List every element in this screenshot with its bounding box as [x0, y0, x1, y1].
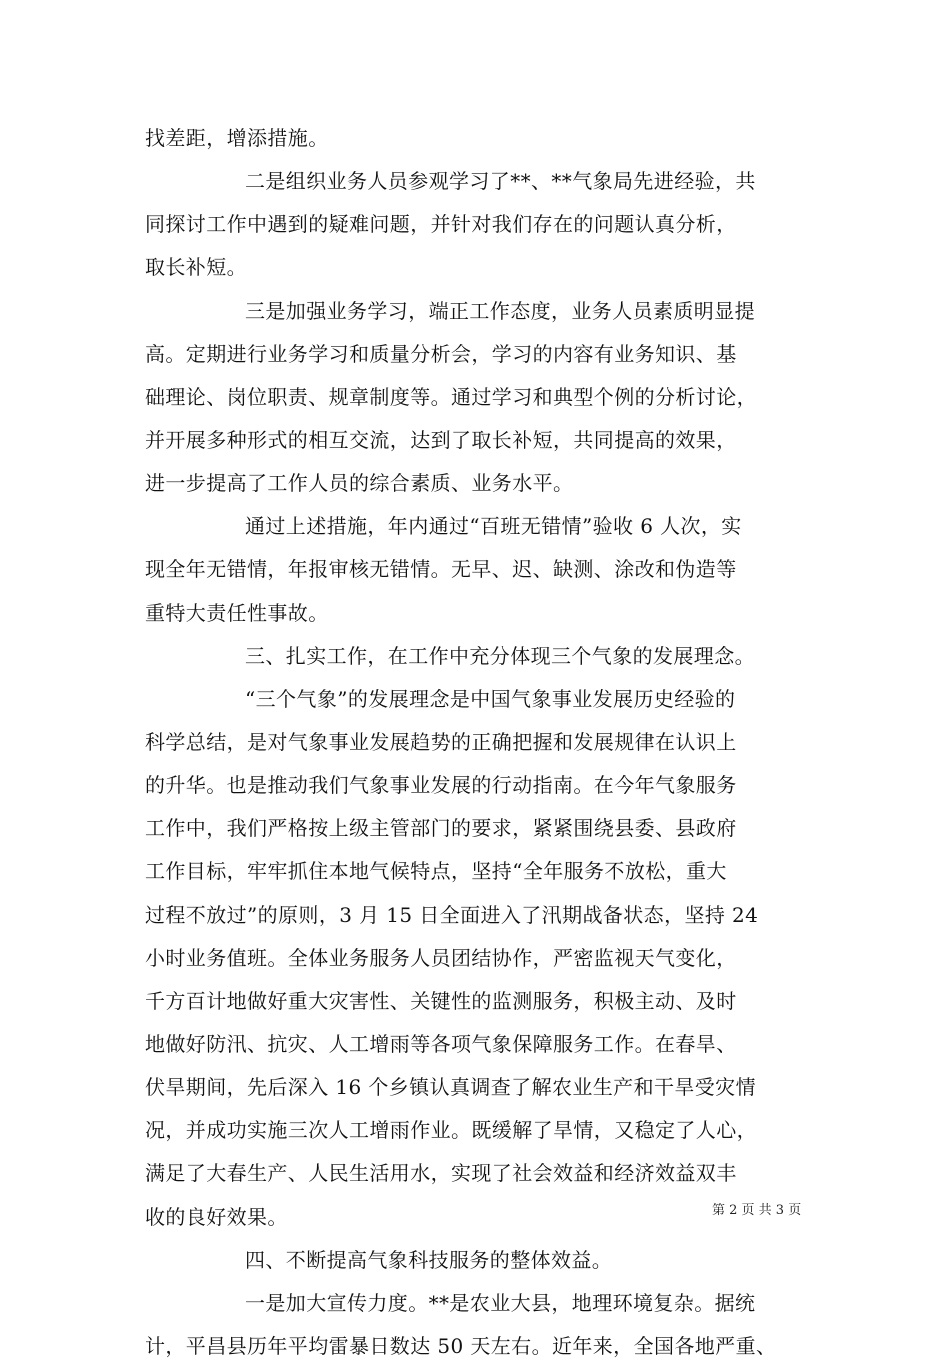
text-line: 地做好防汛、抗灾、人工增雨等各项气象保障服务工作。在春旱、: [145, 1031, 737, 1056]
text-line: 小时业务值班。全体业务服务人员团结协作，严密监视天气变化，: [145, 945, 737, 970]
text-line: 找差距，增添措施。: [145, 126, 329, 150]
text-line: 收的良好效果。: [145, 1204, 288, 1229]
text-line: 计，平昌县历年平均雷暴日数达 50 天左右。近年来，全国各地严重、: [145, 1333, 777, 1358]
text-line: 通过上述措施，年内通过“百班无错情”验收 6 人次，实: [245, 514, 742, 539]
text-line: 况，并成功实施三次人工增雨作业。既缓解了旱情，又稳定了人心，: [145, 1118, 757, 1143]
text-line: 四、不断提高气象科技服务的整体效益。: [245, 1247, 613, 1272]
text-line: 工作目标，牢牢抓住本地气候特点，坚持“全年服务不放松，重大: [145, 859, 727, 884]
text-line: 千方百计地做好重大灾害性、关键性的监测服务，积极主动、及时: [145, 988, 737, 1013]
text-line: 工作中，我们严格按上级主管部门的要求，紧紧围绕县委、县政府: [145, 816, 737, 841]
page-number: 第 2 页 共 3 页: [712, 1203, 802, 1218]
text-line: 的升华。也是推动我们气象事业发展的行动指南。在今年气象服务: [145, 773, 737, 798]
text-line: 取长补短。: [145, 255, 247, 280]
text-line: 三、扎实工作，在工作中充分体现三个气象的发展理念。: [245, 643, 755, 668]
text-line: 现全年无错情，年报审核无错情。无早、迟、缺测、涂改和伪造等: [145, 557, 737, 582]
text-line: 二是组织业务人员参观学习了**、**气象局先进经验，共: [245, 169, 756, 194]
text-line: 并开展多种形式的相互交流，达到了取长补短，共同提高的效果，: [145, 427, 737, 452]
text-line: 础理论、岗位职责、规章制度等。通过学习和典型个例的分析讨论，: [145, 384, 757, 409]
text-line: 科学总结，是对气象事业发展趋势的正确把握和发展规律在认识上: [145, 729, 737, 754]
text-line: 一是加大宣传力度。**是农业大县，地理环境复杂。据统: [245, 1290, 756, 1315]
document-body: [145, 117, 825, 1368]
text-line: 同探讨工作中遇到的疑难问题，并针对我们存在的问题认真分析，: [145, 212, 737, 237]
text-line: “三个气象”的发展理念是中国气象事业发展历史经验的: [245, 686, 736, 711]
text-line: 过程不放过”的原则，3 月 15 日全面进入了汛期战备状态，坚持 24: [145, 902, 759, 927]
text-line: 满足了大春生产、人民生活用水，实现了社会效益和经济效益双丰: [145, 1161, 737, 1186]
text-line: 三是加强业务学习，端正工作态度，业务人员素质明显提: [245, 298, 755, 323]
text-line: 高。定期进行业务学习和质量分析会，学习的内容有业务知识、基: [145, 341, 737, 366]
text-line: 重特大责任性事故。: [145, 600, 329, 625]
text-line: 进一步提高了工作人员的综合素质、业务水平。: [145, 471, 574, 496]
text-line: 伏旱期间，先后深入 16 个乡镇认真调查了解农业生产和干旱受灾情: [145, 1075, 756, 1100]
